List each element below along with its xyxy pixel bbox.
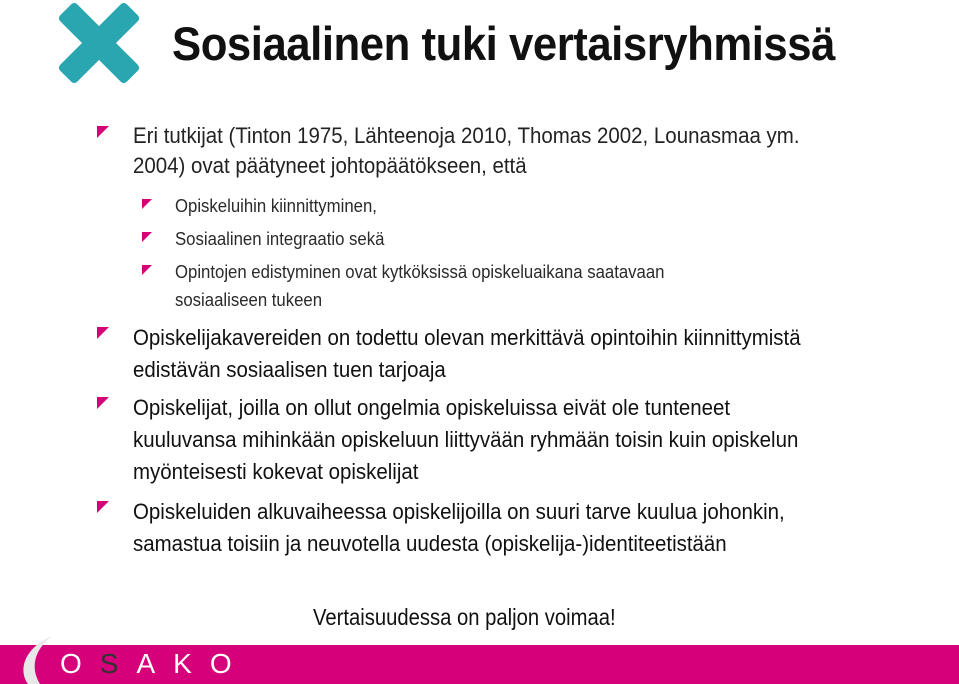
bullet-text: Opiskelijat, joilla on ollut ongelmia opiskeluissa eivät ole tunteneet (133, 395, 731, 420)
sub-bullet-text: Sosiaalinen integraatio sekä (175, 229, 385, 249)
bullet-arrow-icon (142, 232, 152, 242)
page-title: Sosiaalinen tuki vertaisryhmissä (172, 17, 835, 70)
bullet-arrow-icon (97, 501, 109, 513)
brand-letter: O (60, 648, 100, 679)
sub-bullet-text: Opintojen edistyminen ovat kytköksissä opiskeluaikana saatavaan (175, 262, 665, 282)
bullet-text: myönteisesti kokevat opiskelijat (133, 459, 419, 484)
motto-text: Vertaisuudessa on paljon voimaa! (313, 604, 616, 630)
bullet-text: Eri tutkijat (Tinton 1975, Lähteenoja 2010, Thomas 2002, Lounasmaa ym. (133, 123, 800, 148)
bullet-arrow-icon (142, 265, 152, 275)
bullet-text: 2004) ovat päätyneet johtopäätökseen, että (133, 153, 527, 178)
bullet-arrow-icon (97, 327, 109, 339)
sub-bullet-text: sosiaaliseen tukeen (175, 290, 323, 310)
footer-brand (60, 648, 250, 680)
brand-letters: AKO (136, 648, 250, 679)
x-logo-icon (58, 2, 140, 84)
bullet-text: kuuluvansa mihinkään opiskeluun liittyvään ryhmään toisin kuin opiskelun (133, 427, 799, 452)
sub-bullet-text: Opiskeluihin kiinnittyminen, (175, 196, 377, 216)
bullet-arrow-icon (142, 199, 152, 209)
bullet-text: samastua toisiin ja neuvotella uudesta (opiskelija-)identiteetistään (133, 531, 727, 556)
bullet-text: edistävän sosiaalisen tuen tarjoaja (133, 357, 446, 382)
bullet-arrow-icon (97, 126, 109, 138)
bullet-text: Opiskelijakavereiden on todettu olevan merkittävä opintoihin kiinnittymistä (133, 325, 801, 350)
bullet-text: Opiskeluiden alkuvaiheessa opiskelijoilla on suuri tarve kuulua johonkin, (133, 499, 785, 524)
bullet-arrow-icon (97, 397, 109, 409)
brand-letter: S (99, 648, 137, 679)
